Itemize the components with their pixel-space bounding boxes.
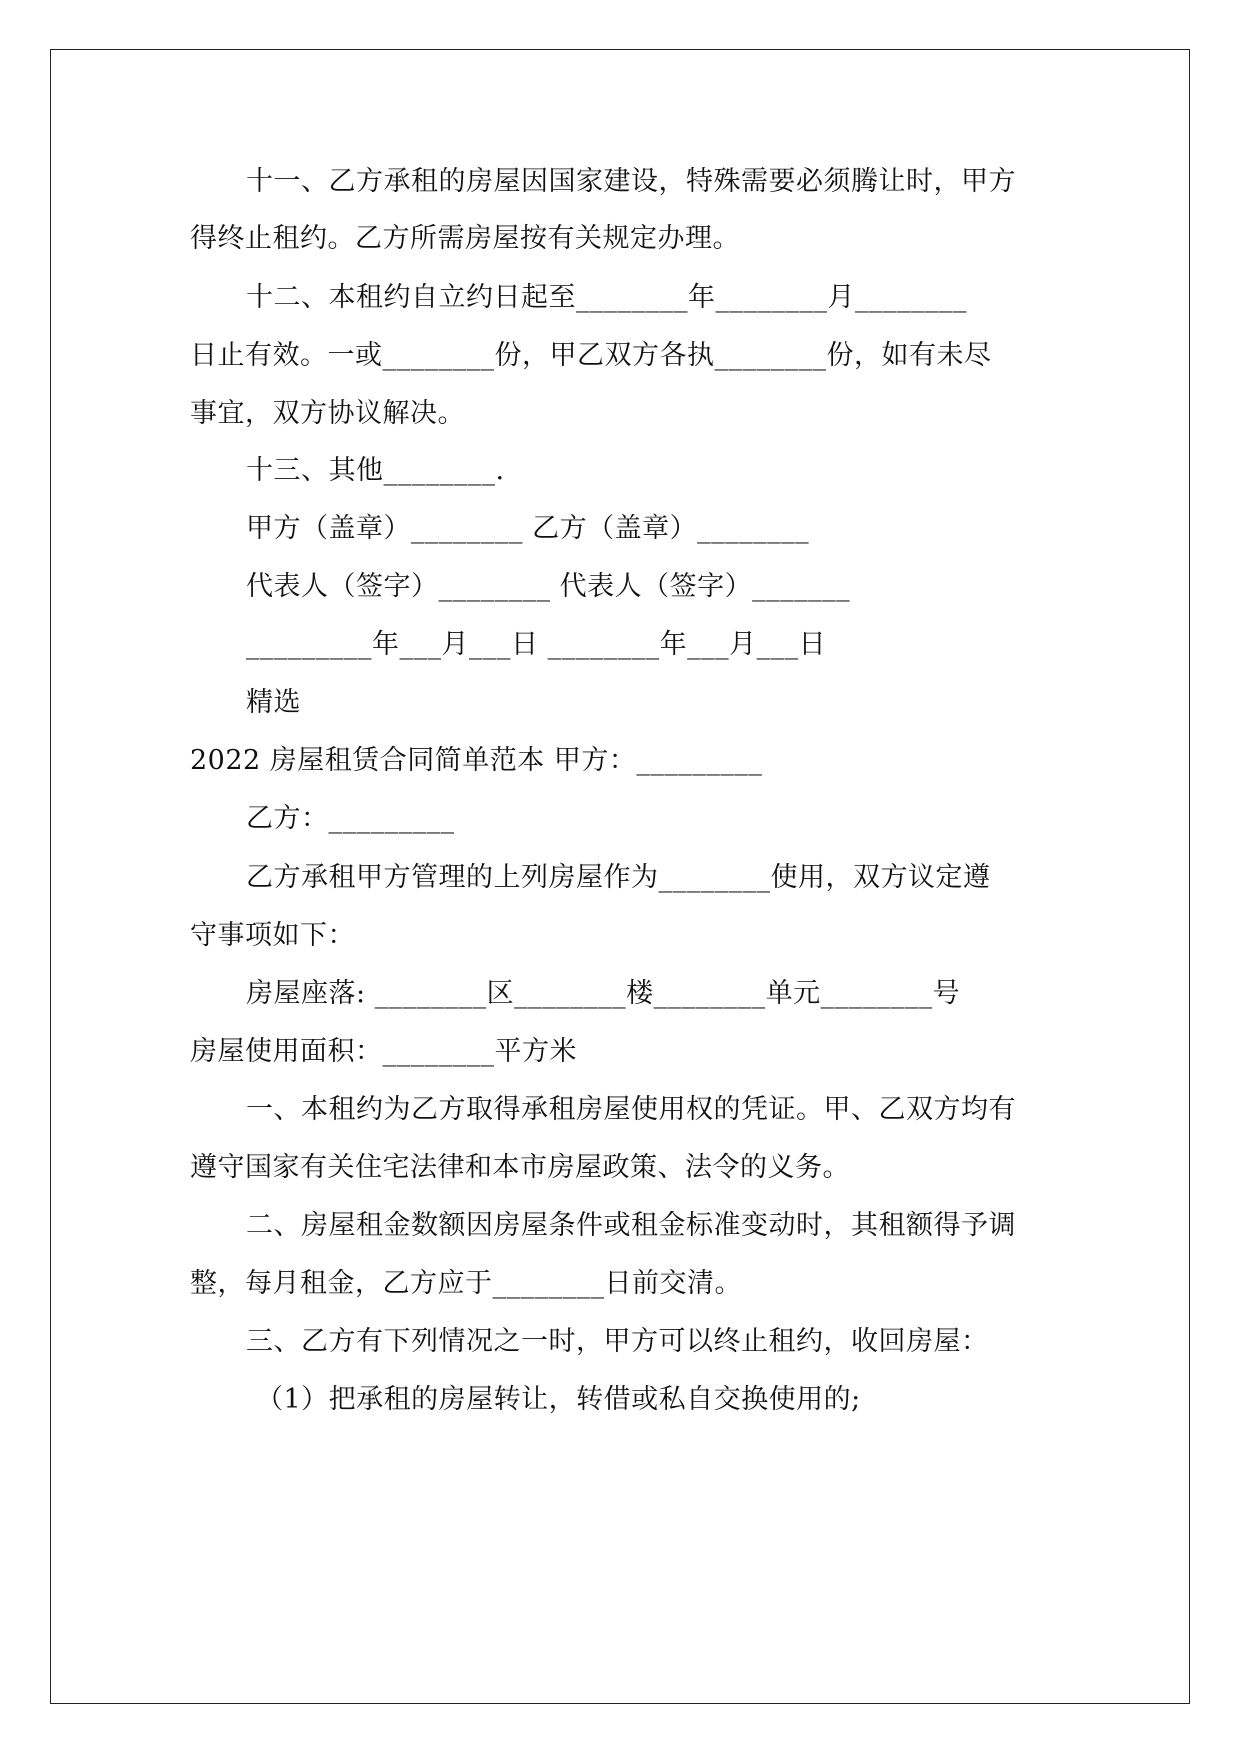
property-area-line: 房屋使用面积：________平方米: [190, 1036, 577, 1067]
intro-line-2: 守事项如下：: [190, 920, 355, 951]
party-seal-line: 甲方（盖章）________ 乙方（盖章）________: [246, 513, 810, 544]
paragraph-12-line-3: 事宜，双方协议解决。: [190, 398, 465, 429]
paragraph-12-line-1: 十二、本租约自立约日起至________年________月________: [246, 282, 967, 313]
representative-signature-line: 代表人（签字）________ 代表人（签字）_______: [246, 571, 851, 602]
paragraph-13: 十三、其他________.: [246, 455, 505, 486]
paragraph-11-line-1: 十一、乙方承租的房屋因国家建设，特殊需要必须腾让时，甲方: [246, 166, 1016, 197]
clause-3-line: 三、乙方有下列情况之一时，甲方可以终止租约，收回房屋：: [246, 1326, 989, 1357]
paragraph-12-line-2: 日止有效。一或________份，甲乙双方各执________份，如有未尽: [190, 340, 992, 371]
clause-1-line-1: 一、本租约为乙方取得承租房屋使用权的凭证。甲、乙双方均有: [246, 1094, 1016, 1125]
clause-2-line-1: 二、房屋租金数额因房屋条件或租金标准变动时，其租额得予调: [246, 1210, 1016, 1241]
property-location-line: 房屋座落: ________区________楼________单元________号: [246, 978, 961, 1009]
intro-line-1: 乙方承租甲方管理的上列房屋作为________使用，双方议定遵: [246, 862, 991, 893]
clause-2-line-2: 整，每月租金，乙方应于________日前交清。: [190, 1268, 742, 1299]
paragraph-11-line-2: 得终止租约。乙方所需房屋按有关规定办理。: [190, 223, 740, 254]
signature-date-line: _________年___月___日 ________年___月___日: [246, 629, 827, 660]
section-marker: 精选: [246, 687, 301, 718]
party-b-line: 乙方：_________: [246, 803, 455, 834]
clause-3-item-1: （1）把承租的房屋转让，转借或私自交换使用的;: [256, 1384, 861, 1415]
clause-1-line-2: 遵守国家有关住宅法律和本市房屋政策、法令的义务。: [190, 1152, 850, 1183]
document-title-line: 2022 房屋租赁合同简单范本 甲方：_________: [190, 745, 763, 776]
